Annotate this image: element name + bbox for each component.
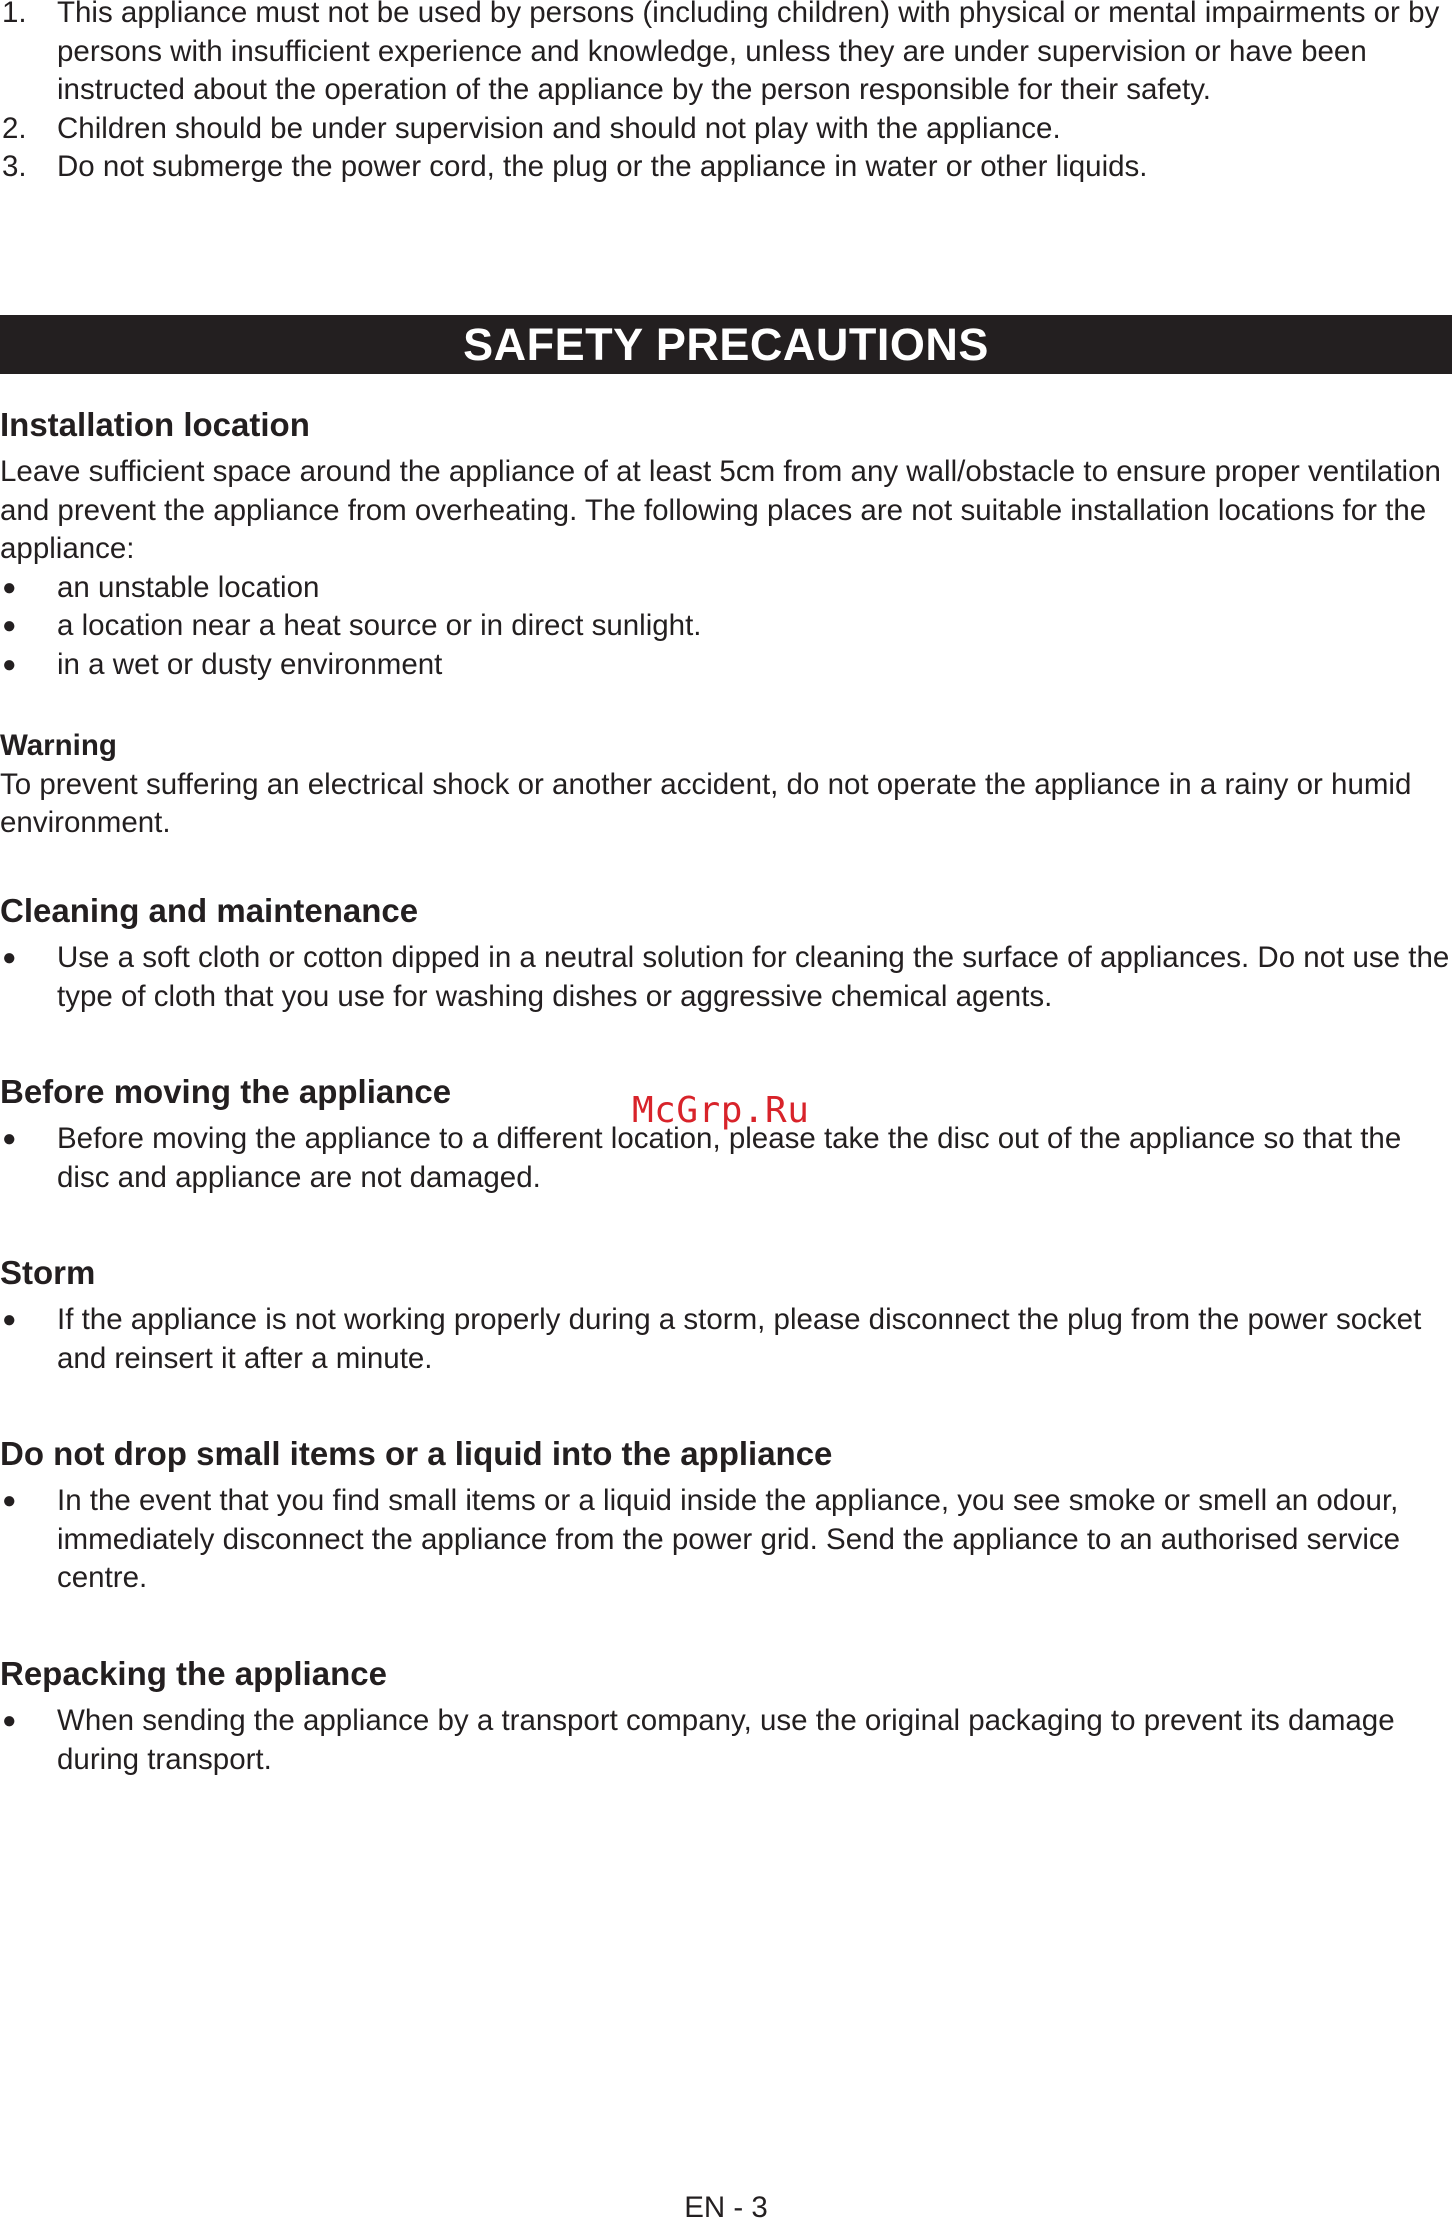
cleaning-bullets [0,939,1452,1016]
bullet-icon: ● [2,573,17,601]
storm-heading: Storm [0,1254,96,1291]
list-item [0,1301,1452,1378]
list-item [0,1702,1452,1779]
page-number: EN - 3 [684,2191,768,2224]
list-item [0,607,1452,646]
installation-section [0,403,1452,684]
list-number: 3. [2,150,27,183]
list-item [0,646,1452,685]
list-item [0,1482,1452,1598]
bullet-icon: ● [2,1306,17,1333]
list-number: 1. [2,0,27,29]
cleaning-heading: Cleaning and maintenance [0,892,419,929]
moving-bullets [0,1120,1452,1197]
list-item-text: Do not submerge the power cord, the plug or the appliance in water or other liquids. [57,150,1148,183]
bullet-icon: ● [2,650,17,678]
list-item-text: Use a soft cloth or cotton dipped in a neutral solution for cleaning the surface of appliances. Do not use the type of cloth that you use for washing dishes or aggressive chemical agents. [57,941,1450,1013]
bullet-icon: ● [2,1487,17,1514]
drop-bullets [0,1482,1452,1598]
repacking-bullets [0,1702,1452,1779]
list-item [0,1120,1452,1197]
drop-heading: Do not drop small items or a liquid into the appliance [0,1435,833,1472]
drop-section [0,1432,1452,1598]
cleaning-section [0,889,1452,1016]
repacking-heading: Repacking the appliance [0,1655,387,1692]
list-item-text: Children should be under supervision and should not play with the appliance. [57,111,1061,145]
intro-numbered-list [0,0,1440,187]
list-item [0,148,1440,187]
list-item-text: an unstable location [57,570,320,604]
bullet-icon: ● [2,944,17,971]
list-item-text: Before moving the appliance to a different location, please take the disc out of the appliance so that the disc and appliance are not damaged. [57,1122,1402,1194]
list-item-text: When sending the appliance by a transport company, use the original packaging to prevent its damage during transport. [57,1704,1395,1776]
list-item-text: In the event that you find small items or a liquid inside the appliance, you see smoke or smell an odour, immediately disconnect the appliance from the power grid. Send the appliance to an authorised service centre. [57,1484,1401,1594]
bullet-icon: ● [2,1707,17,1734]
list-item [0,110,1440,149]
bullet-icon: ● [2,612,17,639]
list-number: 2. [2,111,27,145]
warning-heading: Warning [0,729,117,762]
watermark-logo: McGrp.Ru [632,1090,810,1131]
warning-section [0,727,1452,843]
repacking-section [0,1652,1452,1779]
safety-precautions-banner: SAFETY PRECAUTIONS [0,315,1452,374]
list-item-text: If the appliance is not working properly during a storm, please disconnect the plug from the power socket and reinsert it after a minute. [57,1303,1422,1375]
storm-bullets [0,1301,1452,1378]
list-item [0,0,1440,110]
installation-text: Leave sufficient space around the appliance of at least 5cm from any wall/obstacle to ensure proper ventilation and prevent the appliance from overheating. The following places are not suitable installation locations for the appliance: [0,455,1441,565]
list-item-text: This appliance must not be used by persons (including children) with physical or mental impairments or by persons with insufficient experience and knowledge, unless they are under supervision or have been instructed about the operation of the appliance by the person responsible for their safety. [57,0,1440,106]
warning-text: To prevent suffering an electrical shock or another accident, do not operate the appliance in a rainy or humid environment. [0,767,1412,839]
list-item [0,569,1452,608]
installation-bullets [0,569,1452,685]
moving-heading: Before moving the appliance [0,1073,452,1110]
bullet-icon: ● [2,1125,17,1152]
list-item [0,939,1452,1016]
list-item-text: a location near a heat source or in direct sunlight. [57,609,702,642]
storm-section [0,1251,1452,1378]
list-item-text: in a wet or dusty environment [57,647,443,681]
installation-heading: Installation location [0,406,310,443]
